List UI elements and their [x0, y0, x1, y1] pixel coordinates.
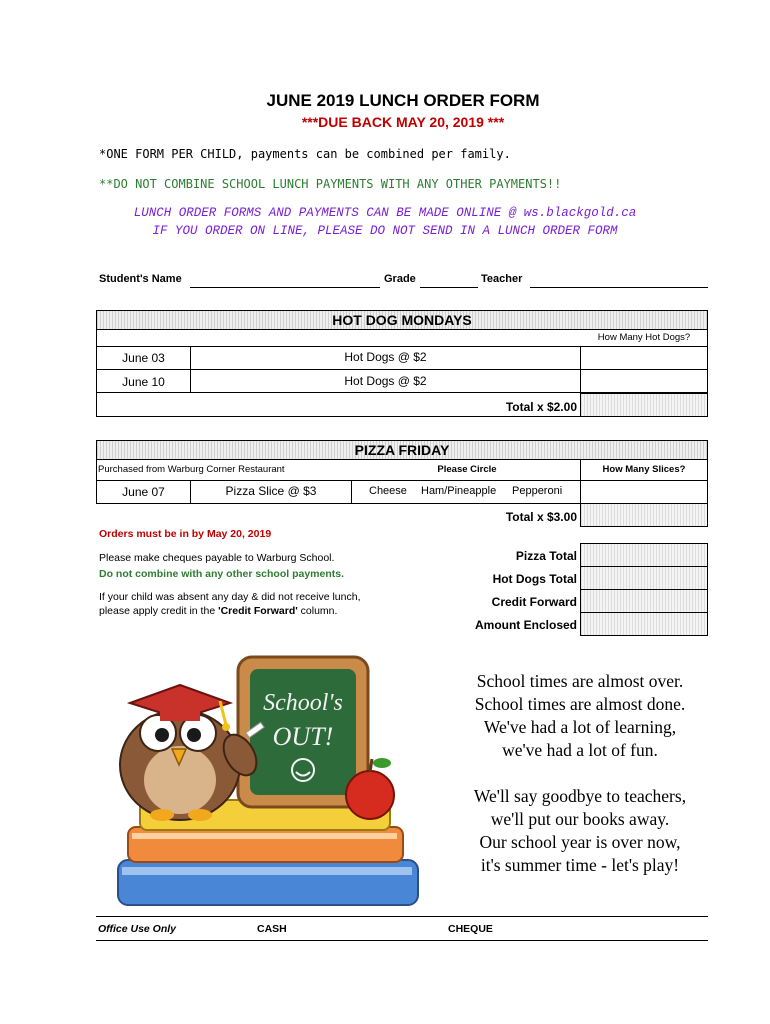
poem-line: Our school year is over now, — [479, 832, 681, 852]
absent-note-1: If your child was absent any day & did not receive lunch, — [99, 591, 361, 603]
online-note-1: LUNCH ORDER FORMS AND PAYMENTS CAN BE MADE ONLINE @ ws.blackgold.ca — [133, 206, 637, 220]
sign-text-1: School's — [263, 690, 343, 716]
credit-forward-ref: 'Credit Forward' — [218, 605, 298, 617]
poem-spacer — [440, 762, 720, 785]
pizza-total-label: Total x $3.00 — [505, 510, 577, 524]
hotdog-item-1: Hot Dogs @ $2 — [344, 350, 427, 364]
office-cash-label: CASH — [257, 923, 287, 935]
hotdog-qty-1[interactable] — [580, 346, 708, 370]
poem — [440, 670, 720, 877]
absent-note-2 — [99, 605, 337, 617]
pizza-qty[interactable] — [580, 480, 708, 504]
pizza-source: Purchased from Warburg Corner Restaurant — [98, 464, 285, 475]
poem-line: we've had a lot of fun. — [502, 740, 658, 760]
absent-note-2-pre: please apply credit in the — [99, 605, 219, 617]
schools-out-owl-image — [100, 655, 420, 915]
poem-line: School times are almost done. — [474, 694, 686, 714]
pizza-total-summary-label: Pizza Total — [515, 549, 577, 563]
pizza-item: Pizza Slice @ $3 — [225, 484, 317, 498]
sign-text-2: OUT! — [272, 722, 334, 751]
hotdog-total-summary-label: Hot Dogs Total — [492, 572, 577, 586]
teacher-label: Teacher — [481, 273, 523, 285]
form-title: JUNE 2019 LUNCH ORDER FORM — [266, 91, 540, 110]
note-one-form: *ONE FORM PER CHILD, payments can be combined per family. — [99, 147, 511, 161]
order-deadline: Orders must be in by May 20, 2019 — [99, 528, 272, 540]
hotdog-count-label: How Many Hot Dogs? — [597, 332, 691, 343]
option-ham-pineapple[interactable]: Ham/Pineapple — [421, 485, 497, 497]
hotdog-date-2: June 10 — [122, 375, 165, 389]
due-date: ***DUE BACK MAY 20, 2019 *** — [301, 114, 505, 130]
pizza-total-summary-cell[interactable] — [580, 543, 708, 567]
hotdog-date-1: June 03 — [122, 351, 165, 365]
note-no-combine: **DO NOT COMBINE SCHOOL LUNCH PAYMENTS WITH ANY OTHER PAYMENTS!! — [99, 177, 562, 191]
pizza-section-title: PIZZA FRIDAY — [354, 442, 450, 458]
grade-field[interactable] — [420, 287, 478, 288]
teacher-field[interactable] — [530, 287, 708, 288]
online-note-2: IF YOU ORDER ON LINE, PLEASE DO NOT SEND IN A LUNCH ORDER FORM — [152, 224, 618, 238]
option-cheese[interactable]: Cheese — [369, 485, 407, 497]
no-combine-note: Do not combine with any other school payments. — [99, 568, 345, 580]
credit-forward-cell[interactable] — [580, 589, 708, 613]
absent-note-2-post: column. — [297, 605, 338, 617]
poem-line: We've had a lot of learning, — [483, 717, 677, 737]
poem-line: School times are almost over. — [476, 671, 684, 691]
amount-enclosed-cell[interactable] — [580, 612, 708, 636]
credit-forward-label: Credit Forward — [491, 595, 577, 609]
pizza-total-cell[interactable] — [580, 503, 708, 527]
hotdog-section-title: HOT DOG MONDAYS — [332, 312, 472, 328]
poem-line: We'll say goodbye to teachers, — [473, 786, 687, 806]
office-top-rule — [96, 916, 708, 917]
hotdog-total-label: Total x $2.00 — [505, 400, 577, 414]
pizza-section-header — [96, 440, 708, 460]
pizza-date: June 07 — [122, 485, 165, 499]
office-use-label: Office Use Only — [98, 923, 177, 935]
cheque-note: Please make cheques payable to Warburg School. — [99, 552, 335, 564]
hotdog-item-2: Hot Dogs @ $2 — [344, 374, 427, 388]
hotdog-qty-2[interactable] — [580, 369, 708, 393]
office-bottom-rule — [96, 940, 708, 941]
student-name-field[interactable] — [190, 287, 380, 288]
poem-line: it's summer time - let's play! — [480, 855, 680, 875]
pizza-count-label: How Many Slices? — [602, 464, 686, 475]
poem-line: we'll put our books away. — [490, 809, 670, 829]
amount-enclosed-label: Amount Enclosed — [474, 618, 577, 632]
option-pepperoni[interactable]: Pepperoni — [512, 485, 563, 497]
hotdog-total-cell[interactable] — [580, 393, 708, 417]
please-circle-label: Please Circle — [437, 464, 497, 475]
office-cheque-label: CHEQUE — [448, 923, 493, 935]
hotdog-total-summary-cell[interactable] — [580, 566, 708, 590]
hotdog-section-header — [96, 310, 708, 330]
grade-label: Grade — [384, 273, 416, 285]
student-name-label: Student's Name — [99, 273, 182, 285]
